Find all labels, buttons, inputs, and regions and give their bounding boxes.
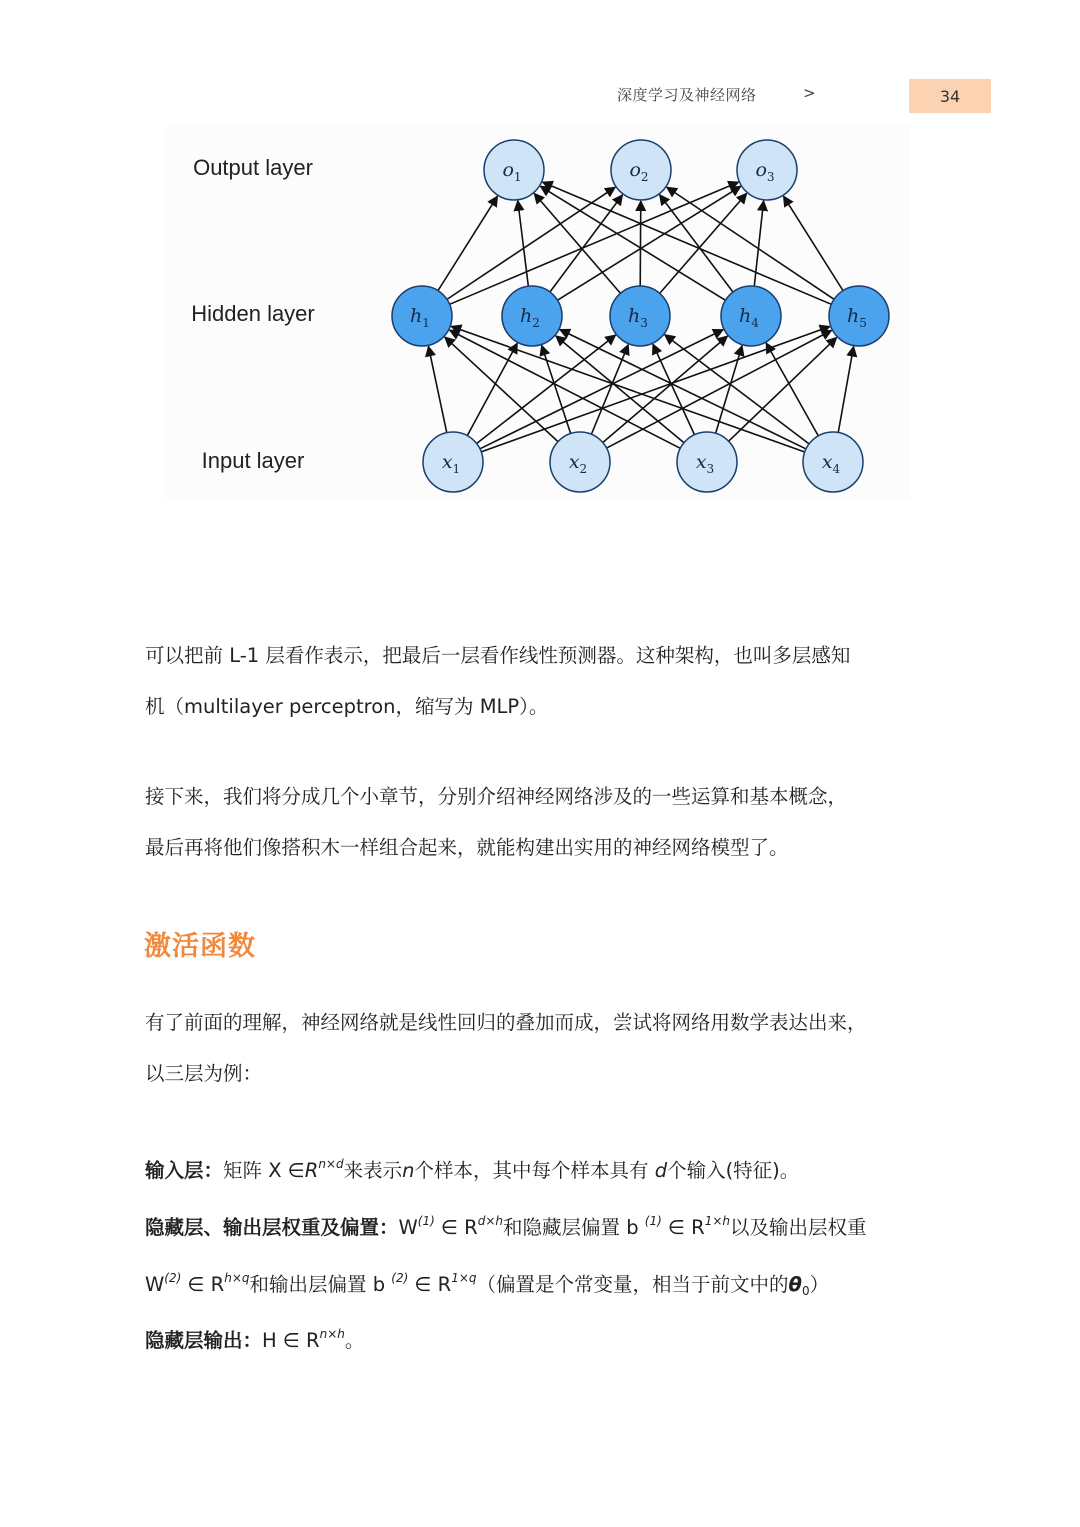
output-node-3 (737, 140, 797, 200)
edge-arrow (447, 187, 615, 299)
definition-superscript: (2) (164, 1271, 182, 1285)
output-node-1-label: $o_1$ (502, 159, 522, 184)
definition-superscript: h×q (224, 1271, 250, 1285)
paragraph-3 (145, 997, 945, 1099)
hidden-node-5 (829, 286, 889, 346)
edge-arrow (550, 195, 623, 292)
definition-text: 和输出层偏置 b (249, 1273, 392, 1296)
paragraph-3-line-1: 有了前面的理解，神经网络就是线性回归的叠加而成，尝试将网络用数学表达出来， (145, 1011, 867, 1034)
definition-text: （偏置是个常变量，相当于前文中的 (476, 1273, 789, 1296)
edge-arrow (660, 193, 747, 293)
edge-arrow (438, 196, 497, 290)
header-arrow: > (803, 84, 816, 102)
weights-definition (145, 1212, 965, 1240)
definition-text: 来表示 (343, 1159, 403, 1182)
definition-text: ∈ R (661, 1216, 705, 1239)
input-node-3 (677, 432, 737, 492)
edge-arrow (540, 186, 725, 300)
edge-arrow (591, 345, 628, 435)
hidden-node-1 (392, 286, 452, 346)
paragraph-1-line-1: 可以把前 L-1 层看作表示，把最后一层看作线性预测器。这种架构，也叫多层感知 (145, 644, 851, 667)
output-layer-label: Output layer (193, 155, 313, 180)
definition-superscript: (1) (644, 1214, 662, 1228)
edge-arrow (838, 347, 853, 433)
input-node-3-label: $x_3$ (695, 451, 715, 476)
output-node-1 (484, 140, 544, 200)
definition-text: ∈ R (408, 1273, 452, 1296)
input-node-4 (803, 432, 863, 492)
definition-text: 和隐藏层偏置 b (503, 1216, 645, 1239)
definition-text: 个样本，其中每个样本具有 (414, 1159, 655, 1182)
mlp-diagram (165, 125, 910, 500)
edge-arrow (445, 337, 558, 442)
edge-arrow (766, 343, 818, 436)
definition-math: d (654, 1159, 668, 1182)
definition-text: 。 (344, 1329, 365, 1352)
input-layer-definition (145, 1155, 965, 1183)
input-node-2 (550, 432, 610, 492)
input-node-1 (423, 432, 483, 492)
hidden-node-3 (610, 286, 670, 346)
hidden-node-1-label: $h_1$ (410, 305, 430, 330)
hidden-node-4-label: $h_4$ (739, 305, 759, 330)
definition-text: H ∈ R (262, 1329, 320, 1352)
paragraph-1 (145, 630, 945, 732)
edge-arrow (660, 195, 733, 292)
definition-text: 个输入(特征)。 (667, 1159, 800, 1182)
paragraph-2 (145, 771, 945, 873)
input-node-2-label: $x_2$ (568, 451, 588, 476)
output-node-2-label: $o_2$ (629, 159, 649, 184)
definition-label: 输入层： (145, 1159, 224, 1182)
hidden-layer-label: Hidden layer (191, 301, 315, 326)
header-title: 深度学习及神经网络 (617, 86, 757, 104)
edge-arrow (557, 186, 740, 300)
input-layer-label: Input layer (201, 448, 305, 473)
theta-subscript: 0 (801, 1284, 810, 1298)
edge-arrow (784, 196, 843, 290)
hidden-node-4 (721, 286, 781, 346)
hidden-node-2 (502, 286, 562, 346)
page-number: 34 (909, 79, 991, 113)
section-title: 激活函数 (144, 931, 256, 962)
input-node-4-label: $x_4$ (821, 451, 841, 476)
hidden-node-2-label: $h_2$ (520, 305, 540, 330)
edge-arrow (467, 343, 517, 435)
output-node-3-label: $o_3$ (755, 159, 775, 184)
definition-superscript: n×d (318, 1157, 344, 1171)
paragraph-1-line-2: 机（multilayer perceptron，缩写为 MLP）。 (145, 695, 549, 718)
definition-superscript: n×h (319, 1327, 345, 1341)
edge-arrow (480, 330, 723, 449)
definition-text: 以及输出层权重 (730, 1216, 867, 1239)
edge-arrow (729, 337, 837, 441)
definition-superscript: d×h (477, 1214, 504, 1228)
theta-symbol: θ (788, 1273, 802, 1296)
definition-text: ） (809, 1273, 830, 1296)
definition-superscript: (1) (417, 1214, 435, 1228)
weights-definition-continued (145, 1269, 965, 1297)
definition-text: ∈ R (434, 1216, 478, 1239)
edge-arrow (667, 187, 834, 299)
nodes (392, 140, 889, 492)
definition-text: W (145, 1273, 165, 1296)
definition-text: W (398, 1216, 418, 1239)
edge-arrow (607, 330, 832, 448)
definition-superscript: 1×h (704, 1214, 731, 1228)
definition-label: 隐藏层、输出层权重及偏置： (145, 1216, 399, 1239)
edge-arrow (450, 330, 681, 448)
paragraph-3-line-2: 以三层为例： (145, 1062, 263, 1085)
mlp-figure (165, 125, 910, 500)
hidden-output-definition (145, 1325, 965, 1353)
input-node-1-label: $x_1$ (441, 451, 461, 476)
definition-label: 隐藏层输出： (145, 1329, 263, 1352)
hidden-node-3-label: $h_3$ (628, 305, 648, 330)
paragraph-2-line-2: 最后再将他们像搭积木一样组合起来，就能构建出实用的神经网络模型了。 (145, 836, 789, 859)
hidden-node-5-label: $h_5$ (847, 305, 867, 330)
definition-math: n (402, 1159, 415, 1182)
definition-text: ∈ R (181, 1273, 225, 1296)
output-node-2 (611, 140, 671, 200)
definition-superscript: (2) (391, 1271, 409, 1285)
edge-arrow (428, 346, 446, 432)
definition-math: ∈R (287, 1159, 319, 1182)
paragraph-2-line-1: 接下来，我们将分成几个小章节，分别介绍神经网络涉及的一些运算和基本概念， (145, 785, 848, 808)
definition-superscript: 1×q (451, 1271, 477, 1285)
definition-text: 矩阵 X (223, 1159, 288, 1182)
edge-arrow (640, 201, 641, 286)
